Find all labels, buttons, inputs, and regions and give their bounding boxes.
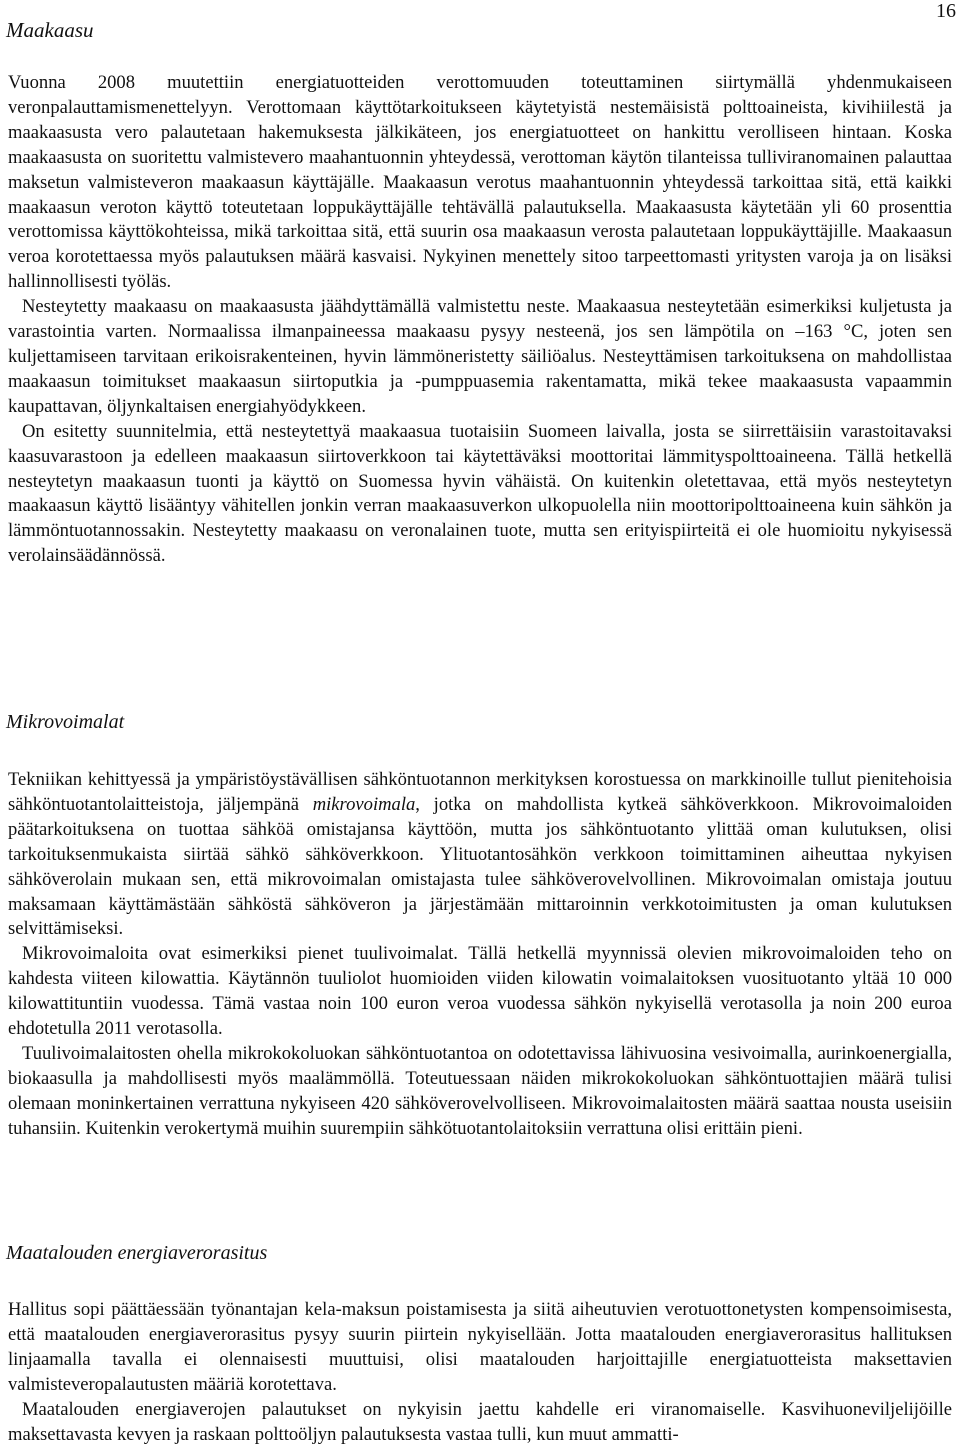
page-number: 16: [936, 0, 956, 22]
section-heading-maatalous: Maatalouden energiaverorasitus: [6, 1242, 268, 1264]
paragraph: On esitetty suunnitelmia, että nesteytettyä maakaasua tuotaisiin Suomeen laivalla, josta se siirrettäisiin varastoitavaksi kaasuvarastoon ja edelleen maakaasun siirtoverkkoon tai käytettäväksi moottoritai lämmityspolttoaineena. Tällä hetkellä nesteytetyn maakaasun tuonti ja käyttö on Suomessa hyvin vähäistä. On kuitenkin oletettavaa, että myös nesteytetyn maakaasun käyttö lisääntyy vähitellen jonkin verran maakaasuverkon ulkopuolella niin moottoripolttoaineena kuin sähkön ja lämmöntuotannossakin. Nesteytetty maakaasu on veronalainen tuote, mutta sen erityispiirteitä ei ole huomioitu nykyisessä verolainsäädännössä.: [8, 420, 952, 567]
section-heading-mikrovoimalat: Mikrovoimalat: [6, 711, 125, 733]
paragraph-text: Tekniikan kehittyessä ja ympäristöystävällisen sähköntuotannon merkityksen korostuessa on markkinoille tullut pienitehoisia sähköntuotantolaitteistoja, jäljempänä: [8, 769, 952, 815]
paragraph-text: , jotka on mahdollista kytkeä sähköverkkoon. Mikrovoimaloiden päätarkoituksena on tuottaa sähköä omistajansa käyttöön, mutta jos sähköntuotanto ylittää oman kulutuksen, olisi tarkoituksenmukaista siirtää sähkö sähköverkkoon. Ylituotantosähkön verkkoon toimittaminen aiheuttaa nykyisen sähköverolain mukaan sen, että mikrovoimalan omistajasta tulee sähköverovelvollinen. Mikrovoimalan omistaja joutuu maksamaan käyttämästään sähköstä sähköveron ja järjestämään mittaroinnin verkkotoimitusten ja oman kulutuksen selvittämiseksi.: [8, 793, 952, 940]
paragraph: Vuonna 2008 muutettiin energiatuotteiden verottomuuden toteuttaminen siirtymällä yhdenmukaiseen veronpalauttamismenettelyyn. Verottomaan käyttötarkoitukseen käytetyistä nestemäisistä polttoaineista, kivihiilestä ja maakaasusta vero palautetaan hakemuksesta jälkikäteen, jos energiatuotteet on hankittu verolliseen hintaan. Koska maakaasusta on suoritettu valmistevero maahantuonnin yhteydessä, verottoman käytön tilanteissa tulliviranomainen palauttaa maksetun valmisteveron maakaasun käyttäjälle. Maakaasun verotus maahantuonnin yhteydessä tarkoittaa sitä, että kaikki maakaasun veroton käyttö toteutetaan loppukäyttäjälle tehtävällä palautuksella. Maakaasusta käytetään yli 60 prosenttia verottomissa käyttökohteissa, mikä tarkoittaa sitä, että suurin osa maakaasun verosta palautetaan loppukäyttäjille. Maakaasun veroa korotettaessa myös palautuksen määrä kasvaisi. Nykyinen menettely sitoo tarpeettomasti yritysten varoja ja on lisäksi hallinnollisesti työläs.: [8, 72, 952, 293]
paragraph: Maatalouden energiaverojen palautukset on nykyisin jaettu kahdelle eri viranomaiselle. Kasvihuoneviljelijöille maksettavasta kevyen ja raskaan polttoöljyn palautuksesta vastaa tulli, kun muut ammatti-: [8, 1398, 952, 1445]
maatalous-section: [8, 1298, 952, 1447]
mikrovoimalat-section: [8, 768, 952, 1142]
maakaasu-section: [8, 71, 952, 569]
paragraph: Nesteytetty maakaasu on maakaasusta jäähdyttämällä valmistettu neste. Maakaasua nesteytetään esimerkiksi kuljetusta ja varastointia varten. Normaalissa ilmanpaineessa maakaasu pysyy nesteenä, jos sen lämpötila on –163 °C, joten sen kuljettamiseen tarvitaan erikoisrakenteinen, hyvin lämmöneristetty säiliöalus. Nesteyttämisen tarkoituksena on mahdollistaa maakaasun toimitukset maakaasun siirtoputkia ja -pumppuasemia rakentamatta, mikä tekee maakaasusta vapaammin kaupattavan, öljynkaltaisen energiahyödykkeen.: [8, 296, 952, 417]
paragraph: Tuulivoimalaitosten ohella mikrokokoluokan sähköntuotantoa on odotettavissa lähivuosina vesivoimalla, aurinkoenergialla, biokaasulla ja mahdollisesti myös maalämmöllä. Toteutuessaan näiden mikrokokoluokan sähköntuottajien määrä tulisi olemaan moninkertainen verrattuna nykyiseen 420 sähköverovelvolliseen. Mikrovoimalaitosten määrä saattaa nousta useisiin tuhansiin. Kuitenkin verokertymä muihin suurempiin sähkötuotantolaitoksiin verrattuna olisi erittäin pieni.: [8, 1042, 952, 1139]
paragraph: [8, 768, 952, 942]
running-title: Maakaasu: [6, 18, 94, 42]
paragraph: Mikrovoimaloita ovat esimerkiksi pienet tuulivoimalat. Tällä hetkellä myynnissä olevien mikrovoimaloiden teho on kahdesta viiteen kilowattia. Käytännön tuuliolot huomioiden viiden kilowatin voimalaitoksen vuosituotanto yltää 10 000 kilowattituntiin vuodessa. Tämä vastaa noin 100 euron veroa vuodessa sähkön nykyisellä verotasolla ja noin 200 euroa ehdotetulla 2011 verotasolla.: [8, 943, 952, 1040]
defined-term: mikrovoimala: [312, 793, 416, 815]
paragraph: Hallitus sopi päättäessään työnantajan kela-maksun poistamisesta ja siitä aiheutuvien verotuottonetysten kompensoimisesta, että maatalouden energiaverorasitus pysyy suurin piirtein nykyisellään. Jotta maatalouden energiaverorasitus hallituksen linjaamalla tavalla ei olennaisesti muuttuisi, olisi maatalouden harjoittajille energiatuotteista maksettavien valmisteveropalautusten määriä korotettava.: [8, 1299, 952, 1395]
